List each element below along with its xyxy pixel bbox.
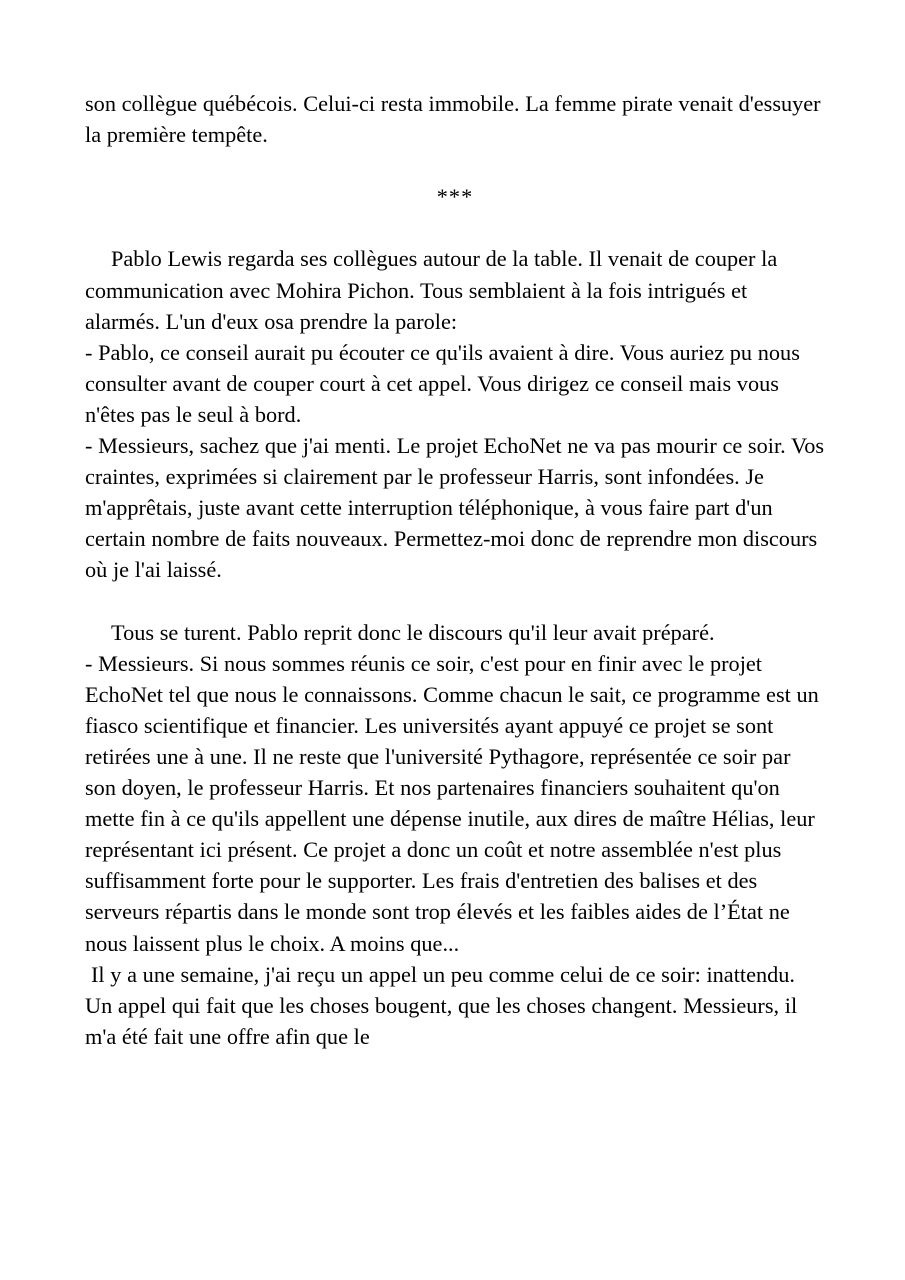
- paragraph-dialogue-reproach: - Pablo, ce conseil aurait pu écouter ce qu'ils avaient à dire. Vous auriez pu nous consulter avant de couper court à cet appel. Vous dirigez ce conseil mais vous n'êtes pas le seul à bord.: [85, 339, 806, 427]
- scene-separator: ***: [436, 184, 474, 210]
- spacer-paragraph-break: [85, 586, 825, 617]
- paragraph-dialogue-speech: - Messieurs. Si nous sommes réunis ce soir, c'est pour en finir avec le projet EchoNet tel que nous le connaissons. Comme chacun le sait, ce programme est un fiasco scientifique et financier. Les universités ayant appuyé ce projet se sont retirées une à une. Il ne reste que l'université Pythagore, représentée ce soir par son doyen, le professeur Harris. Et nos partenaires financiers souhaitent qu'on mette fin à ce qu'ils appellent une dépense inutile, aux dires de maître Hélias, leur représentant ici présent. Ce projet a donc un coût et notre assemblée n'est plus suffisamment forte pour le supporter. Les frais d'entretien des balises et des serveurs répartis dans le monde sont trop élevés et les faibles aides de l’État ne nous laissent plus le choix. A moins que...: [85, 650, 825, 956]
- paragraph-dialogue-confession: - Messieurs, sachez que j'ai menti. Le projet EchoNet ne va pas mourir ce soir. Vos craintes, exprimées si clairement par le professeur Harris, sont infondées. Je m'apprêtais, juste avant cette interruption téléphonique, à vous faire part d'un certain nombre de faits nouveaux. Permettez-moi donc de reprendre mon discours où je l'ai laissé.: [85, 433, 830, 583]
- text-column: [85, 88, 830, 1052]
- spacer-before-separator: [85, 150, 825, 181]
- paragraph-pablo-lewis: Pablo Lewis regarda ses collègues autour de la table. Il venait de couper la communication avec Mohira Pichon. Tous semblaient à la fois intrigués et alarmés. L'un d'eux osa prendre la parole:: [85, 246, 783, 334]
- paragraph-tous-se-turent: Tous se turent. Pablo reprit donc le discours qu'il leur avait préparé.: [111, 619, 715, 645]
- spacer-after-separator: [85, 212, 825, 243]
- paragraph-offre: Il y a une semaine, j'ai reçu un appel un peu comme celui de ce soir: inattendu. Un appel qui fait que les choses bougent, que les choses changent. Messieurs, il m'a été fait une offre afin que le: [85, 961, 803, 1049]
- paragraph-opening: son collègue québécois. Celui-ci resta immobile. La femme pirate venait d'essuyer la première tempête.: [85, 91, 827, 148]
